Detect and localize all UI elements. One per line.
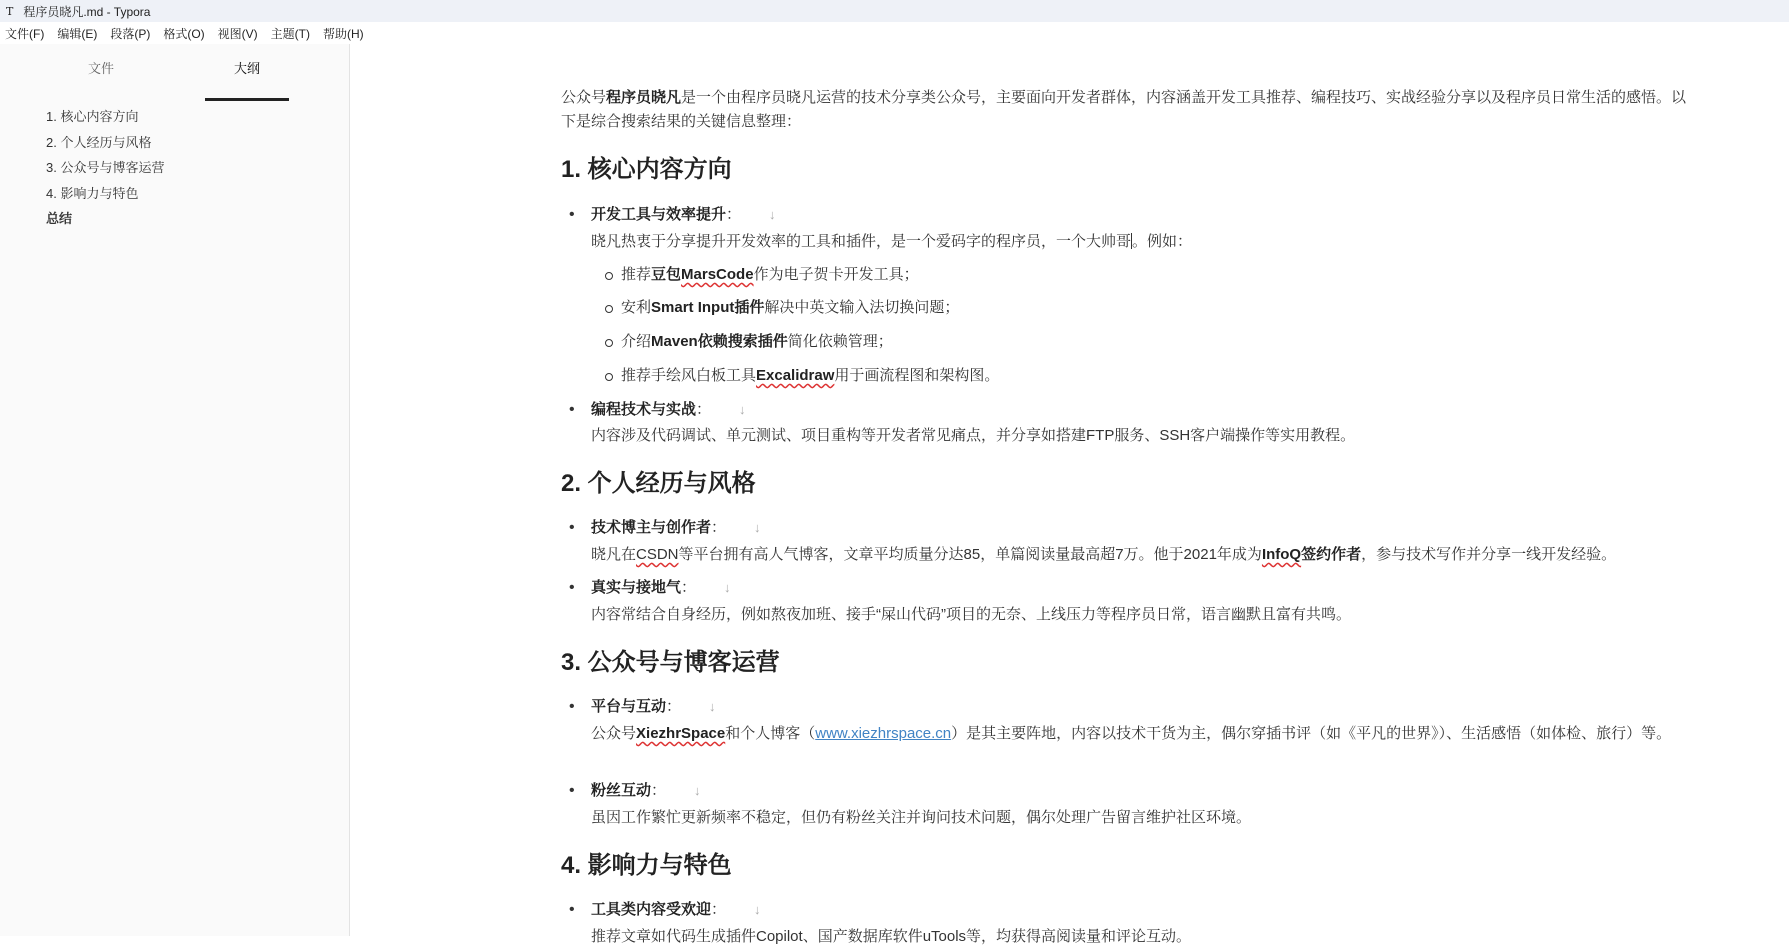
outline-item[interactable]: 1. 核心内容方向 <box>46 109 139 124</box>
line-break-icon: ↓ <box>739 402 746 417</box>
heading-section-3: 3. 公众号与博客运营 <box>561 649 780 676</box>
list-item: • 开发工具与效率提升： ↓ <box>591 203 776 227</box>
menu-help[interactable]: 帮助(H) <box>322 26 364 41</box>
list-item-desc: 虽因工作繁忙更新频率不稳定，但仍有粉丝关注并询问技术问题，偶尔处理广告留言维护社区环境。 <box>591 809 1252 826</box>
typora-icon: T <box>6 4 14 18</box>
sub-list-item: 推荐手绘风白板工具Excalidraw用于画流程图和架构图。 <box>621 364 999 388</box>
list-item-desc: 内容涉及代码调试、单元测试、项目重构等开发者常见痛点，并分享如搭建FTP服务、SSH客户端操作等实用教程。 <box>591 427 1356 444</box>
sidebar <box>0 44 350 936</box>
line-break-icon: ↓ <box>769 207 776 222</box>
active-tab-indicator <box>205 98 289 101</box>
menu-paragraph[interactable]: 段落(P) <box>110 26 151 41</box>
outline-item[interactable]: 4. 影响力与特色 <box>46 185 139 201</box>
window-title: 程序员晓凡.md - Typora <box>23 4 151 19</box>
blog-link[interactable]: www.xiezhrspace.cn <box>815 725 952 742</box>
title-bar <box>0 0 1789 22</box>
sub-list-item: 推荐豆包MarsCode作为电子贺卡开发工具； <box>621 263 919 287</box>
list-item: • 工具类内容受欢迎： ↓ <box>591 898 761 922</box>
list-item: • 编程技术与实战： ↓ <box>591 398 746 422</box>
outline-item[interactable]: 3. 公众号与博客运营 <box>46 160 165 175</box>
list-item: • 平台与互动： ↓ <box>591 695 716 719</box>
tab-outline[interactable]: 大纲 <box>234 61 261 76</box>
intro-paragraph: 公众号程序员晓凡是一个由程序员晓凡运营的技术分享类公众号，主要面向开发者群体，内容涵盖开发工具推荐、编程技巧、实战经验分享以及程序员日常生活的感悟。以下是综合搜索结果的关键信息整理： <box>561 89 1687 130</box>
menu-view[interactable]: 视图(V) <box>217 26 258 41</box>
menu-bar <box>0 22 1789 44</box>
menu-theme[interactable]: 主题(T) <box>270 26 310 41</box>
line-break-icon: ↓ <box>724 580 731 595</box>
menu-file[interactable]: 文件(F) <box>5 26 45 41</box>
list-item: • 真实与接地气： ↓ <box>591 576 731 600</box>
heading-section-1: 1. 核心内容方向 <box>561 156 732 183</box>
outline-item[interactable]: 2. 个人经历与风格 <box>46 134 152 150</box>
menu-edit[interactable]: 编辑(E) <box>57 26 98 41</box>
sub-list-item: 介绍Maven依赖搜索插件简化依赖管理； <box>621 330 893 354</box>
list-item-desc: 晓凡在CSDN等平台拥有高人气博客，文章平均质量分达85，单篇阅读量最高超7万。他于2021年成为InfoQ签约作者，参与技术写作并分享一线开发经验。 <box>591 546 1617 563</box>
list-item-desc: 晓凡热衷于分享提升开发效率的工具和插件，是一个爱码字的程序员，一个大帅哥。例如： <box>591 233 1193 250</box>
outline-list <box>46 104 164 232</box>
list-item: • 技术博主与创作者： ↓ <box>591 516 761 540</box>
line-break-icon: ↓ <box>754 902 761 917</box>
sub-list-item: 安利Smart Input插件解决中英文输入法切换问题； <box>621 296 959 320</box>
list-item: • 粉丝互动： ↓ <box>591 779 701 803</box>
tab-files[interactable]: 文件 <box>88 61 115 76</box>
list-item-desc: 推荐文章如代码生成插件Copilot、国产数据库软件uTools等，均获得高阅读量和评论互动。 <box>591 928 1192 945</box>
menu-format[interactable]: 格式(O) <box>163 26 205 41</box>
sidebar-tabs <box>0 58 350 88</box>
outline-item[interactable]: 总结 <box>46 211 73 226</box>
list-item-desc: 内容常结合自身经历，例如熬夜加班、接手“屎山代码”项目的无奈、上线压力等程序员日常，语言幽默且富有共鸣。 <box>591 606 1351 623</box>
line-break-icon: ↓ <box>709 699 716 714</box>
heading-section-4: 4. 影响力与特色 <box>561 852 732 879</box>
list-item-desc: 公众号XiezhrSpace和个人博客（www.xiezhrspace.cn）是其主要阵地，内容以技术干货为主，偶尔穿插书评（如《平凡的世界》）、生活感悟（如体检、旅行）等。 <box>591 725 1672 742</box>
editor[interactable] <box>561 44 1701 945</box>
line-break-icon: ↓ <box>754 520 761 535</box>
heading-section-2: 2. 个人经历与风格 <box>561 470 756 497</box>
line-break-icon: ↓ <box>694 783 701 798</box>
